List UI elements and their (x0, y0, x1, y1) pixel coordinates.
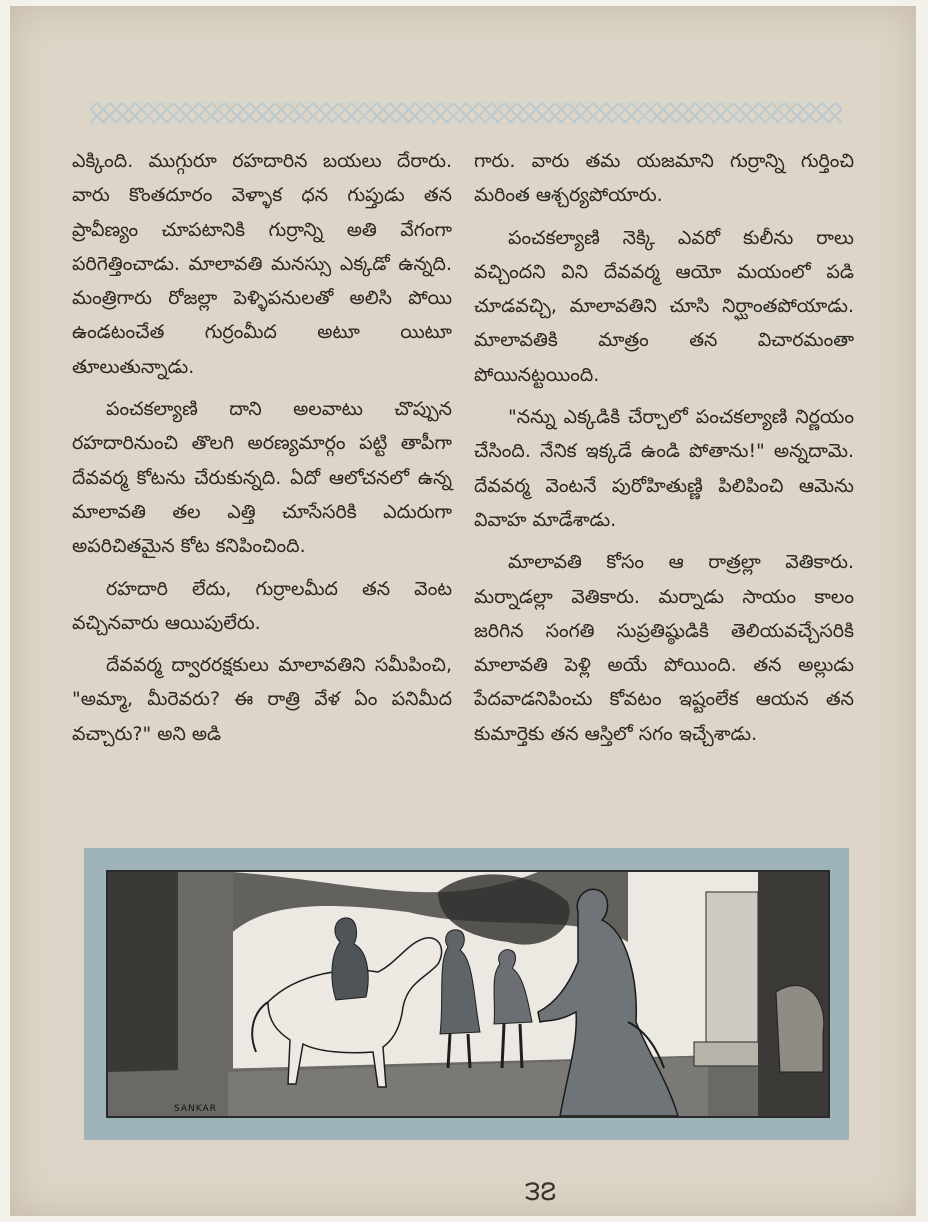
decorative-border (90, 102, 842, 124)
text-column-right (474, 144, 854, 759)
illustration-panel (106, 870, 830, 1118)
paragraph: మాలావతి కోసం ఆ రాత్రల్లా వెతికారు. మర్నాడల్లా వెతికారు. మర్నాడు సాయం కాలం జరిగిన సంగతి సుప్రతిష్ఠుడికి తెలియవచ్చేసరికి మాలావతి పెళ్లి అయే పోయింది. తన అల్లుడు పేదవాడనిపించు కోవటం ఇష్టంలేక ఆయన తన కుమార్తెకు తన ఆస్తిలో సగం ఇచ్చేశాడు. (474, 551, 854, 745)
paragraph: దేవవర్మ ద్వారరక్షకులు మాలావతిని సమీపించి, "అమ్మా, మీరెవరు? ఈ రాత్రి వేళ ఏం పనిమీద వచ్చారు?" అని అడి (72, 654, 452, 745)
paragraph: పంచకల్యాణి దాని అలవాటు చొప్పున రహదారినుంచి తొలగి అరణ్యమార్గం పట్టి తాపీగా దేవవర్మ కోటను చేరుకున్నది. ఏదో ఆలోచనలో ఉన్న మాలావతి తల ఎత్తి చూసేసరికి ఎదురుగా అపరిచితమైన కోట కనిపించింది. (72, 398, 452, 558)
paragraph: ఎక్కింది. ముగ్గురూ రహదారిన బయలు దేరారు. వారు కొంతదూరం వెళ్ళాక ధన గుప్తుడు తన ప్రావీణ్యం చూపటానికి గుర్రాన్ని అతి వేగంగా పరిగెత్తించాడు. మాలావతి మనస్సు ఎక్కడో ఉన్నది. మంత్రిగారు రోజల్లా పెళ్ళిపనులతో అలిసి పోయి ఉండటంచేత గుర్రంమీద అటూ యిటూ తూలుతున్నాడు. (72, 150, 452, 378)
magazine-page (10, 6, 916, 1216)
text-column-left (72, 144, 452, 759)
paragraph: రహదారి లేదు, గుర్రాలమీద తన వెంట వచ్చినవారు ఆయిపులేరు. (72, 577, 452, 634)
paragraph: గారు. వారు తమ యజమాని గుర్రాన్ని గుర్తించి మరింత ఆశ్చర్యపోయారు. (474, 150, 854, 207)
artist-signature: SANKAR (174, 1104, 217, 1114)
paragraph: పంచకల్యాణి నెక్కి ఎవరో కులీను రాలు వచ్చిందని విని దేవవర్మ ఆయో మయంలో పడి చూడవచ్చి, మాలావతిని చూసి నిర్ఘాంతపోయాడు. మాలావతికి మాత్రం తన విచారమంతా పోయినట్టయింది. (474, 226, 854, 386)
story-illustration (84, 848, 849, 1140)
illustration-drawing (108, 872, 828, 1116)
paragraph: "నన్ను ఎక్కడికి చేర్చాలో పంచకల్యాణి నిర్ణయం చేసింది. నేనిక ఇక్కడే ఉండి పోతాను!" అన్నదామె. దేవవర్మ వెంటనే పురోహితుణ్ణి పిలిపించి ఆమెను వివాహ మాడేశాడు. (474, 406, 854, 531)
page-number: ౩౭ (525, 1174, 557, 1207)
